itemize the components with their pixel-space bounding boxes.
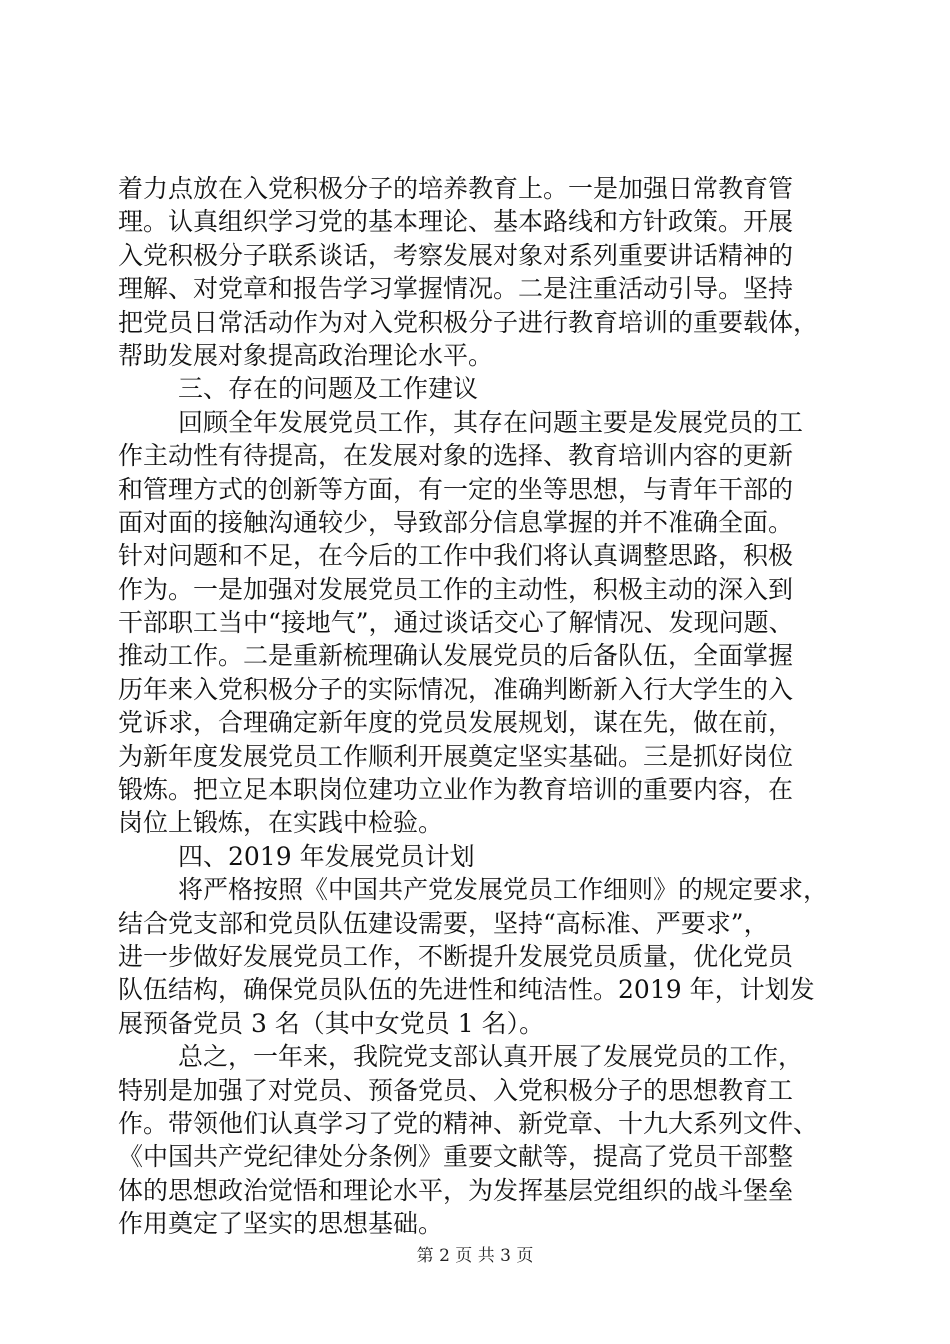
text-line: 《中国共产党纪律处分条例》重要文献等，提高了党员干部整 [118,1142,794,1172]
text-line: 队伍结构，确保党员队伍的先进性和纯洁性。2019 年，计划发 [118,975,815,1005]
text-line: 理解、对党章和报告学习掌握情况。二是注重活动引导。坚持 [118,274,794,304]
text-line: 入党积极分子联系谈话，考察发展对象对系列重要讲话精神的 [118,240,794,270]
text-line: 帮助发展对象提高政治理论水平。 [118,340,494,370]
text-line: 锻炼。把立足本职岗位建功立业作为教育培训的重要内容，在 [118,775,794,805]
text-line: 为新年度发展党员工作顺利开展奠定坚实基础。三是抓好岗位 [118,741,794,771]
text-line: 进一步做好发展党员工作，不断提升发展党员质量，优化党员 [118,941,794,971]
text-line: 作用奠定了坚实的思想基础。 [118,1209,444,1239]
paragraph-plan [118,873,838,1040]
text-line: 把党员日常活动作为对入党积极分子进行教育培训的重要载体， [118,307,819,337]
text-line: 推动工作。二是重新梳理确认发展党员的后备队伍，全面掌握 [118,641,794,671]
text-line: 着力点放在入党积极分子的培养教育上。一是加强日常教育管 [118,174,794,203]
text-line: 结合党支部和党员队伍建设需要，坚持“高标准、严要求”， [118,908,769,938]
section-heading-plan: 四、2019 年发展党员计划 [178,841,475,871]
text-line: 作。带领他们认真学习了党的精神、新党章、十九大系列文件、 [118,1108,819,1138]
paragraph-problems-suggestions [118,406,838,840]
text-line: 历年来入党积极分子的实际情况，准确判断新入行大学生的入 [118,674,794,704]
text-line: 展预备党员 3 名（其中女党员 1 名）。 [118,1008,545,1038]
paragraph-training-education [118,172,838,372]
text-line: 作主动性有待提高，在发展对象的选择、教育培训内容的更新 [118,441,794,471]
text-line: 特别是加强了对党员、预备党员、入党积极分子的思想教育工 [118,1075,794,1105]
text-line: 理。认真组织学习党的基本理论、基本路线和方针政策。开展 [118,207,794,237]
text-line: 将严格按照《中国共产党发展党员工作细则》的规定要求， [178,875,829,905]
section-heading-problems: 三、存在的问题及工作建议 [178,374,479,404]
page-number-footer: 第 2 页 共 3 页 [416,1246,534,1266]
text-line: 干部职工当中“接地气”，通过谈话交心了解情况、发现问题、 [118,608,794,638]
text-line: 党诉求，合理确定新年度的党员发展规划，谋在先，做在前， [118,708,794,738]
text-line: 针对问题和不足，在今后的工作中我们将认真调整思路，积极 [118,541,794,571]
paragraph-summary [118,1040,838,1240]
text-line: 岗位上锻炼，在实践中检验。 [118,808,444,838]
document-body [118,172,838,1241]
text-line: 作为。一是加强对发展党员工作的主动性，积极主动的深入到 [118,574,794,604]
text-line: 和管理方式的创新等方面，有一定的坐等思想，与青年干部的 [118,474,794,504]
text-line: 总之，一年来，我院党支部认真开展了发展党员的工作， [178,1042,804,1072]
text-line: 回顾全年发展党员工作，其存在问题主要是发展党员的工 [178,407,804,437]
text-line: 体的思想政治觉悟和理论水平，为发挥基层党组织的战斗堡垒 [118,1175,794,1205]
text-line: 面对面的接触沟通较少，导致部分信息掌握的并不准确全面。 [118,507,794,537]
